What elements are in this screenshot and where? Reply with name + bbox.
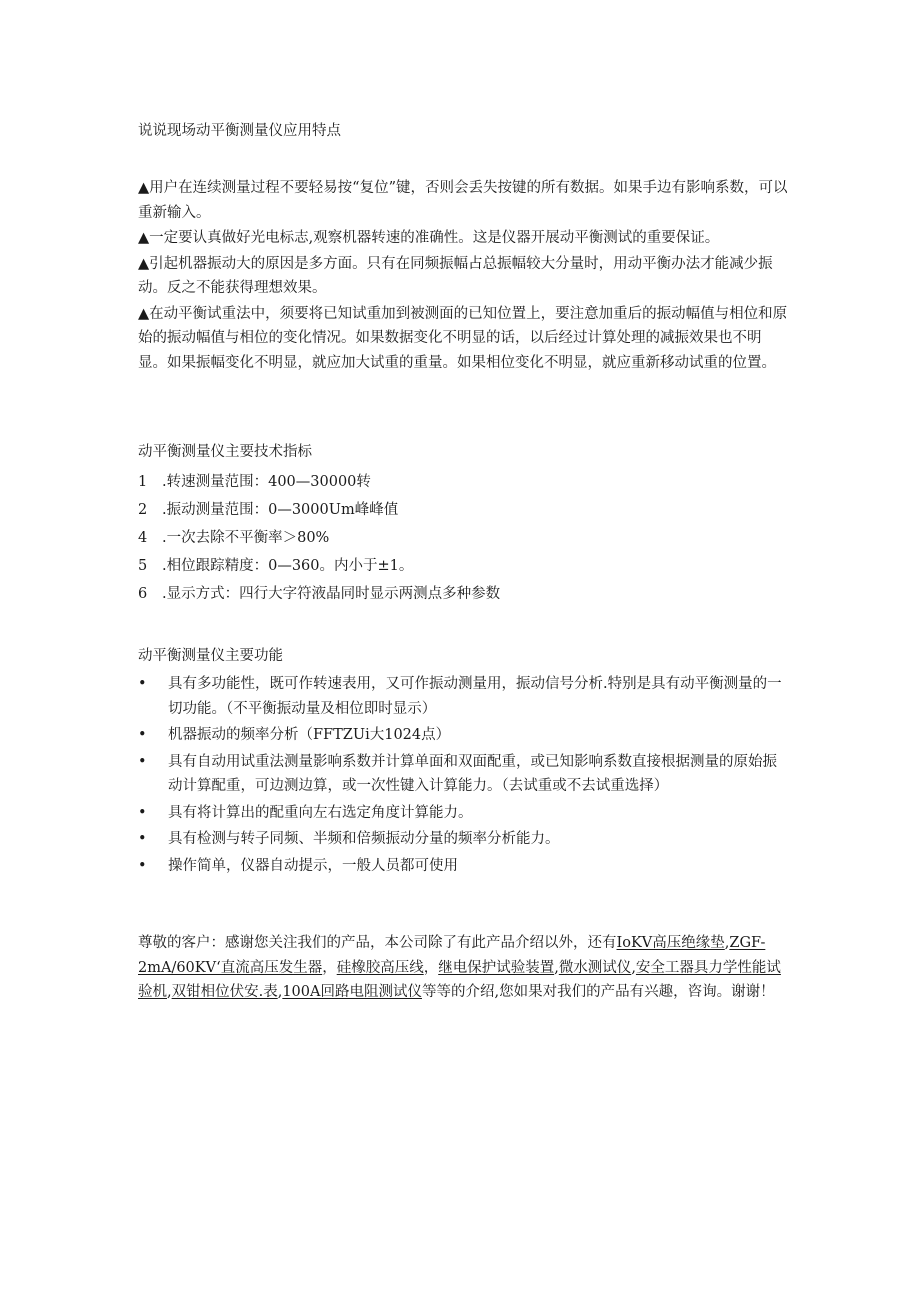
spec-number: 4 bbox=[138, 529, 148, 546]
spec-text: .相位跟踪精度：0—360。内小于±1。 bbox=[162, 557, 414, 574]
product-link-insulation-mat[interactable]: IoKV高压绝缘垫 bbox=[616, 935, 725, 951]
function-item: • 操作简单，仪器自动提示，一般人员都可使用 bbox=[138, 854, 788, 879]
function-item: • 具有多功能性，既可作转速表用，又可作振动测量用，振动信号分析.特别是具有动平衡测量的一切功能。（不平衡振动量及相位即时显示） bbox=[138, 672, 788, 721]
spec-text: .转速测量范围：400—30000转 bbox=[162, 473, 371, 490]
spec-number: 5 bbox=[138, 557, 148, 574]
function-item: • 具有将计算出的配重向左右选定角度计算能力。 bbox=[138, 801, 788, 826]
usage-note: ▲用户在连续测量过程不要轻易按“复位”键，否则会丢失按键的所有数据。如果手边有影响系数，可以重新输入。 bbox=[138, 180, 788, 221]
bullet-icon: • bbox=[138, 727, 147, 743]
page-title: 说说现场动平衡测量仪应用特点 bbox=[138, 123, 341, 139]
spec-text: .振动测量范围：0—3000Um峰峰值 bbox=[162, 501, 399, 518]
product-link-silicone-wire[interactable]: 硅橡胶高压线 bbox=[336, 959, 424, 976]
usage-notes-section bbox=[138, 176, 788, 375]
closing-paragraph: 尊敬的客户：感谢您关注我们的产品，本公司除了有此产品介绍以外，还有IoKV高压绝缘垫,ZGF-2mA/60KV‘直流高压发生器，硅橡胶高压线，继电保护试验装置,微水测试仪,安全工器具力学性能试验机,双钳相位伏安.表,100A回路电阻测试仪等等的介绍,您如果对我们的产品有兴趣，咨询。谢谢！ bbox=[138, 935, 781, 1000]
product-link-micro-water-tester[interactable]: 微水测试仪 bbox=[558, 959, 632, 976]
product-link-dc-generator[interactable]: ZGF-2mA/60KV‘直流高压发生器 bbox=[138, 935, 766, 976]
spec-item bbox=[138, 496, 788, 524]
bullet-icon: • bbox=[138, 753, 147, 770]
functions-list bbox=[138, 672, 788, 880]
product-link-loop-resistance-tester[interactable]: 100A回路电阻测试仪 bbox=[282, 984, 422, 1000]
spec-number: 6 bbox=[138, 585, 148, 602]
bullet-icon: • bbox=[138, 804, 147, 821]
functions-heading: 动平衡测量仪主要功能 bbox=[138, 648, 283, 664]
specs-heading: 动平衡测量仪主要技术指标 bbox=[138, 444, 312, 460]
spec-item bbox=[138, 524, 788, 552]
spec-text: .显示方式：四行大字符液晶同时显示两测点多种参数 bbox=[162, 585, 501, 602]
function-item: • 具有自动用试重法测量影响系数并计算单面和双面配重，或已知影响系数直接根据测量的原始振动计算配重，可边测边算，或一次性键入计算能力。（去试重或不去试重选择） bbox=[138, 750, 788, 799]
product-link-relay-tester[interactable]: 继电保护试验装置 bbox=[438, 959, 555, 976]
specs-list bbox=[138, 468, 788, 608]
closing-intro: 尊敬的客户：感谢您关注我们的产品，本公司除了有此产品介绍以外，还有 bbox=[138, 935, 617, 951]
function-item: • 机器振动的频率分析（FFTZUi大1024点） bbox=[138, 723, 788, 748]
spec-number: 1 bbox=[138, 473, 148, 490]
bullet-icon: • bbox=[138, 831, 147, 847]
usage-note: ▲在动平衡试重法中，须要将已知试重加到被测面的已知位置上，要注意加重后的振动幅值与相位和原始的振动幅值与相位的变化情况。如果数据变化不明显的话，以后经过计算处理的减振效果也不明显。如果振幅变化不明显，就应加大试重的重量。如果相位变化不明显，就应重新移动试重的位置。 bbox=[138, 305, 788, 371]
spec-item bbox=[138, 552, 788, 580]
product-link-safety-tool-tester[interactable]: 安全工器具力学性能试验机 bbox=[138, 959, 781, 1000]
product-link-phase-voltammeter[interactable]: 双钳相位伏安.表 bbox=[171, 984, 278, 1000]
spec-item bbox=[138, 468, 788, 496]
spec-text: .一次去除不平衡率＞80% bbox=[162, 529, 330, 546]
bullet-icon: • bbox=[138, 857, 147, 874]
spec-number: 2 bbox=[138, 501, 148, 518]
bullet-icon: • bbox=[138, 676, 147, 692]
function-item: • 具有检测与转子同频、半频和倍频振动分量的频率分析能力。 bbox=[138, 827, 788, 852]
usage-note: ▲引起机器振动大的原因是多方面。只有在同频振幅占总振幅较大分量时，用动平衡办法才能减少振动。反之不能获得理想效果。 bbox=[138, 255, 773, 296]
closing-outro: 等等的介绍,您如果对我们的产品有兴趣，咨询。谢谢！ bbox=[421, 984, 775, 1000]
usage-note: ▲一定要认真做好光电标志,观察机器转速的准确性。这是仪器开展动平衡测试的重要保证。 bbox=[138, 230, 720, 246]
spec-item bbox=[138, 580, 788, 608]
